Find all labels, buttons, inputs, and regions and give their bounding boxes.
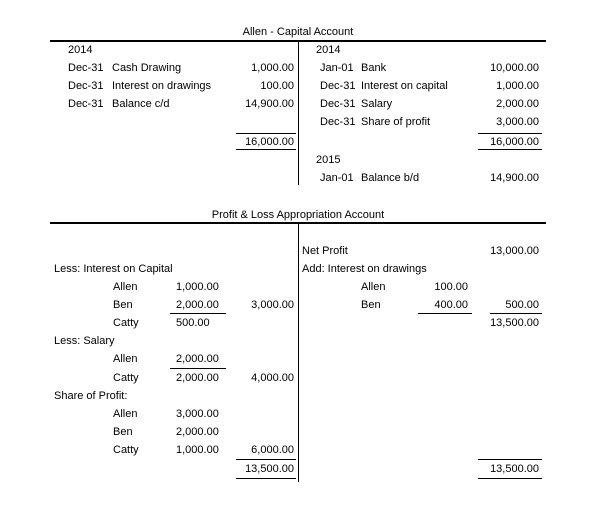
pl-share-label: Share of Profit: xyxy=(54,390,128,402)
capital-debit-date: Dec-31 xyxy=(68,98,104,110)
pl-salary-amount: 2,000.00 xyxy=(176,353,219,365)
pl-interest-name: Allen xyxy=(113,281,138,293)
capital-credit-amount: 2,000.00 xyxy=(496,98,539,110)
pl-credit-subtotal: 13,500.00 xyxy=(490,317,539,329)
capital-credit-date: Dec-31 xyxy=(320,98,356,110)
pl-salary-total: 4,000.00 xyxy=(251,372,294,384)
pl-share-amount: 3,000.00 xyxy=(176,408,219,420)
capital-debit-desc: Cash Drawing xyxy=(112,62,182,74)
capital-credit-total-rule-top xyxy=(478,133,542,134)
capital-credit-date: Jan-01 xyxy=(320,62,354,74)
capital-right-year: 2014 xyxy=(316,44,341,56)
capital-credit-desc: Interest on capital xyxy=(361,80,448,92)
pl-credit-total: 13,500.00 xyxy=(490,463,539,475)
pl-share-name: Catty xyxy=(113,444,139,456)
pl-account-title: Profit & Loss Appropriation Account xyxy=(211,209,385,221)
pl-share-name: Allen xyxy=(113,408,138,420)
pl-drawings-name: Allen xyxy=(361,281,386,293)
capital-center-divider xyxy=(298,41,299,185)
capital-bd-desc: Balance b/d xyxy=(361,172,420,184)
pl-debit-total-rule-top xyxy=(236,459,296,460)
pl-credit-subtotal-rule xyxy=(490,313,542,314)
pl-interest-subtotal-rule xyxy=(170,313,226,314)
capital-credit-amount: 10,000.00 xyxy=(490,62,539,74)
pl-center-divider xyxy=(298,223,299,482)
pl-interest-amount: 2,000.00 xyxy=(176,299,219,311)
pl-salary-amount: 2,000.00 xyxy=(176,372,219,384)
pl-drawings-amount: 100.00 xyxy=(434,281,468,293)
capital-next-year: 2015 xyxy=(316,154,341,166)
capital-debit-total-rule-top xyxy=(236,133,296,134)
pl-credit-total-rule-bottom xyxy=(478,478,542,479)
pl-credit-total-rule-top xyxy=(478,459,542,460)
capital-credit-amount: 1,000.00 xyxy=(496,80,539,92)
capital-bd-date: Jan-01 xyxy=(320,172,354,184)
pl-interest-amount: 1,000.00 xyxy=(176,281,219,293)
capital-left-year: 2014 xyxy=(68,44,93,56)
capital-credit-desc: Salary xyxy=(361,98,393,110)
capital-debit-amount: 100.00 xyxy=(260,80,294,92)
pl-debit-total-rule-bottom xyxy=(236,478,296,479)
capital-debit-date: Dec-31 xyxy=(68,62,104,74)
capital-debit-amount: 14,900.00 xyxy=(245,98,294,110)
pl-drawings-subtotal-rule xyxy=(418,313,472,314)
pl-salary-name: Allen xyxy=(113,353,138,365)
pl-drawings-name: Ben xyxy=(361,299,381,311)
pl-share-name: Ben xyxy=(113,426,133,438)
pl-debit-total: 13,500.00 xyxy=(245,463,294,475)
capital-debit-date: Dec-31 xyxy=(68,80,104,92)
capital-credit-desc: Share of profit xyxy=(361,116,431,128)
capital-credit-date: Dec-31 xyxy=(320,80,356,92)
pl-salary-name: Catty xyxy=(113,372,139,384)
capital-credit-total: 16,000.00 xyxy=(490,136,539,148)
pl-drawings-total: 500.00 xyxy=(505,299,539,311)
pl-share-amount: 2,000.00 xyxy=(176,426,219,438)
pl-net-profit-label: Net Profit xyxy=(302,245,348,257)
capital-credit-total-rule-bottom xyxy=(478,149,542,150)
capital-debit-amount: 1,000.00 xyxy=(251,62,294,74)
pl-net-profit: 13,000.00 xyxy=(490,245,539,257)
pl-less-salary-label: Less: Salary xyxy=(54,335,115,347)
capital-debit-desc: Interest on drawings xyxy=(112,80,212,92)
capital-credit-date: Dec-31 xyxy=(320,116,356,128)
pl-share-total: 6,000.00 xyxy=(251,444,294,456)
capital-bd-amount: 14,900.00 xyxy=(490,172,539,184)
capital-debit-total-rule-bottom xyxy=(236,149,296,150)
pl-less-interest-label: Less: Interest on Capital xyxy=(54,263,173,275)
pl-interest-name: Ben xyxy=(113,299,133,311)
pl-add-drawings-label: Add: Interest on drawings xyxy=(302,263,427,275)
pl-salary-subtotal-rule xyxy=(170,368,226,369)
capital-credit-desc: Bank xyxy=(361,62,387,74)
capital-account-title: Allen - Capital Account xyxy=(242,26,354,38)
capital-debit-total: 16,000.00 xyxy=(245,136,294,148)
pl-drawings-amount: 400.00 xyxy=(434,299,468,311)
pl-interest-total: 3,000.00 xyxy=(251,299,294,311)
pl-interest-name: Catty xyxy=(113,317,139,329)
pl-interest-amount: 500.00 xyxy=(176,317,210,329)
capital-credit-amount: 3,000.00 xyxy=(496,116,539,128)
pl-share-amount: 1,000.00 xyxy=(176,444,219,456)
capital-debit-desc: Balance c/d xyxy=(112,98,170,110)
